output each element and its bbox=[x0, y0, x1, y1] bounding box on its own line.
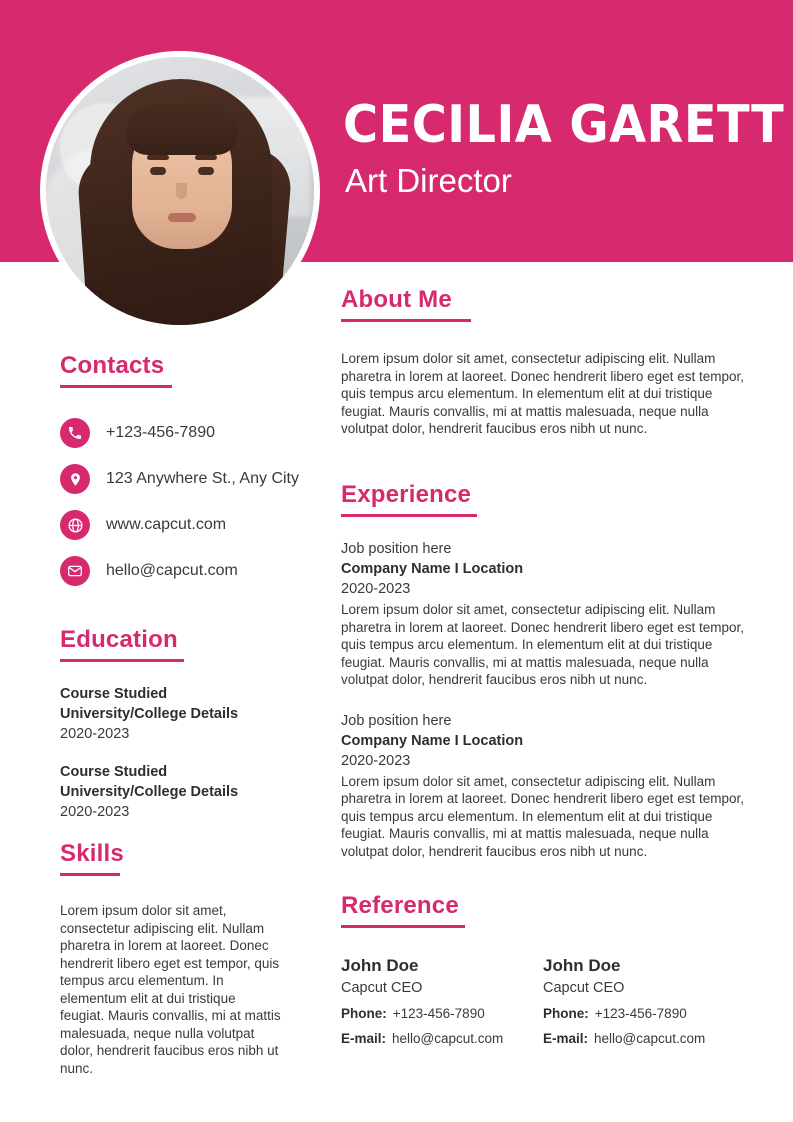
reference-email-label: E-mail: bbox=[543, 1030, 589, 1046]
list-item bbox=[60, 762, 310, 822]
experience-date: 2020-2023 bbox=[341, 581, 411, 597]
education-heading: Education bbox=[60, 626, 178, 653]
reference-phone-row bbox=[543, 1006, 745, 1021]
experience-heading: Experience bbox=[341, 481, 472, 508]
avatar bbox=[46, 57, 314, 325]
reference-heading: Reference bbox=[341, 891, 459, 919]
about-heading: About Me bbox=[341, 286, 452, 313]
experience-position: Job position here bbox=[341, 712, 452, 729]
reference-phone-value: +123-456-7890 bbox=[392, 1005, 485, 1021]
portrait-fringe bbox=[126, 103, 238, 155]
contact-email-value: hello@capcut.com bbox=[106, 562, 238, 579]
portrait-eye-left bbox=[150, 167, 166, 175]
reference-phone-label: Phone: bbox=[543, 1005, 589, 1021]
list-item bbox=[60, 684, 310, 744]
reference-email-row bbox=[543, 1031, 745, 1046]
page-title: CECILIA GARETT bbox=[343, 95, 785, 155]
about-underline bbox=[341, 319, 471, 322]
experience-company: Company Name I Location bbox=[341, 561, 524, 577]
contacts-list bbox=[60, 418, 310, 586]
reference-role: Capcut CEO bbox=[341, 979, 423, 996]
education-date: 2020-2023 bbox=[60, 726, 130, 742]
about-section bbox=[341, 286, 751, 438]
experience-section bbox=[341, 481, 751, 860]
education-date: 2020-2023 bbox=[60, 804, 130, 820]
reference-card bbox=[341, 956, 543, 1046]
job-title: Art Director bbox=[345, 162, 512, 199]
contacts-underline bbox=[60, 385, 172, 388]
reference-underline bbox=[341, 925, 465, 928]
reference-role: Capcut CEO bbox=[543, 979, 625, 996]
skills-underline bbox=[60, 873, 120, 876]
about-body: Lorem ipsum dolor sit amet, consectetur adipiscing elit. Nullam pharetra in lorem at laoreet. Donec hendrerit libero eget est tempor, quis tempus arcu elementum. In elementum elit at dui tristique feugiat. Mauris convallis, mi at mattis malesuada, neque nulla volutpat dolor, hendrerit faucibus eros nibh ut nunc. bbox=[341, 351, 744, 436]
reference-phone-value: +123-456-7890 bbox=[594, 1005, 687, 1021]
phone-icon bbox=[60, 418, 90, 448]
contact-address-value: 123 Anywhere St., Any City bbox=[106, 470, 299, 487]
contact-item-address[interactable] bbox=[60, 464, 310, 494]
portrait-mouth bbox=[168, 213, 196, 222]
reference-email-row bbox=[341, 1031, 543, 1046]
portrait-eye-right bbox=[198, 167, 214, 175]
right-column bbox=[341, 286, 751, 1046]
education-school: University/College Details bbox=[60, 706, 239, 722]
name-block bbox=[343, 95, 785, 200]
portrait-nose bbox=[176, 183, 187, 199]
contact-item-phone[interactable] bbox=[60, 418, 310, 448]
reference-list bbox=[341, 956, 751, 1046]
list-item bbox=[341, 711, 751, 861]
list-item bbox=[341, 539, 751, 689]
contact-phone-value: +123-456-7890 bbox=[106, 424, 215, 441]
globe-icon bbox=[60, 510, 90, 540]
experience-date: 2020-2023 bbox=[341, 752, 411, 769]
education-section bbox=[60, 626, 310, 822]
reference-name: John Doe bbox=[341, 955, 419, 975]
portrait-brow-left bbox=[147, 155, 169, 160]
skills-heading: Skills bbox=[60, 840, 124, 867]
reference-name: John Doe bbox=[543, 955, 621, 975]
portrait-brow-right bbox=[195, 155, 217, 160]
education-course: Course Studied bbox=[60, 686, 168, 702]
education-school: University/College Details bbox=[60, 784, 239, 800]
reference-email-value: hello@capcut.com bbox=[392, 1030, 504, 1046]
experience-underline bbox=[341, 514, 477, 517]
envelope-icon bbox=[60, 556, 90, 586]
reference-card bbox=[543, 956, 745, 1046]
reference-section bbox=[341, 892, 751, 1046]
contact-item-email[interactable] bbox=[60, 556, 310, 586]
experience-position: Job position here bbox=[341, 541, 452, 557]
reference-email-value: hello@capcut.com bbox=[594, 1030, 706, 1046]
reference-phone-label: Phone: bbox=[341, 1005, 387, 1021]
skills-body: Lorem ipsum dolor sit amet, consectetur adipiscing elit. Nullam pharetra in lorem at laoreet. Donec hendrerit libero eget est tempor, quis tempus arcu elementum. In elementum elit at dui tristique feugiat. Mauris convallis, mi at mattis malesuada, neque nulla volutpat dolor, hendrerit faucibus eros nibh ut nunc. bbox=[60, 903, 281, 1076]
experience-description: Lorem ipsum dolor sit amet, consectetur adipiscing elit. Nullam pharetra in lorem at laoreet. Donec hendrerit libero eget est tempor, quis tempus arcu elementum. In elementum elit at dui tristique feugiat. Mauris convallis, mi at mattis malesuada, neque nulla volutpat dolor, hendrerit faucibus eros nibh ut nunc. bbox=[341, 602, 744, 687]
skills-section bbox=[60, 840, 310, 1077]
education-underline bbox=[60, 659, 184, 662]
location-pin-icon bbox=[60, 464, 90, 494]
reference-phone-row bbox=[341, 1006, 543, 1021]
contacts-section bbox=[60, 352, 310, 586]
education-list bbox=[60, 684, 310, 822]
education-course: Course Studied bbox=[60, 764, 168, 780]
contact-website-value: www.capcut.com bbox=[106, 516, 227, 533]
reference-email-label: E-mail: bbox=[341, 1030, 387, 1046]
left-column bbox=[60, 352, 310, 1091]
experience-description: Lorem ipsum dolor sit amet, consectetur adipiscing elit. Nullam pharetra in lorem at laoreet. Donec hendrerit libero eget est tempor, quis tempus arcu elementum. In elementum elit at dui tristique feugiat. Mauris convallis, mi at mattis malesuada, neque nulla volutpat dolor, hendrerit faucibus eros nibh ut nunc. bbox=[341, 773, 744, 859]
contacts-heading: Contacts bbox=[60, 352, 165, 379]
contact-item-website[interactable] bbox=[60, 510, 310, 540]
experience-company: Company Name I Location bbox=[341, 732, 524, 749]
